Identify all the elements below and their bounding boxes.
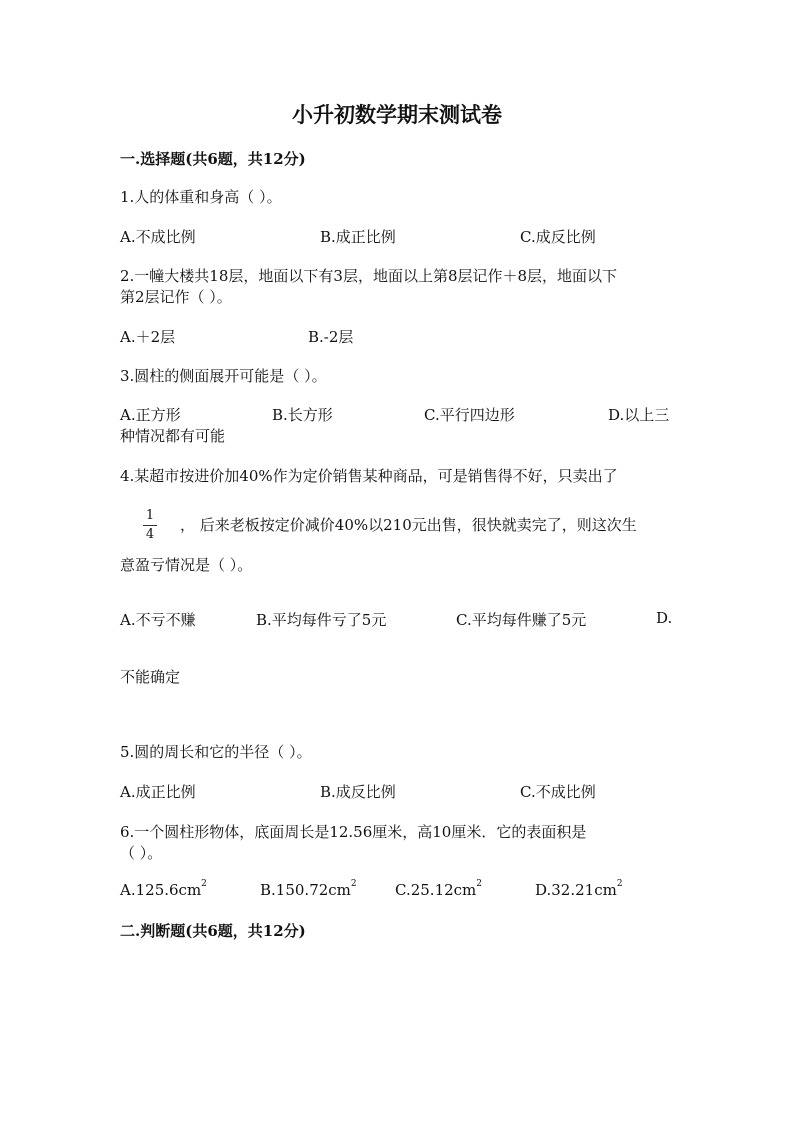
q2-option-b: B.-2层 bbox=[308, 328, 354, 346]
section-heading-choice: 一.选择题(共6题，共12分) bbox=[120, 150, 306, 168]
fraction-denominator: 4 bbox=[145, 527, 155, 542]
q1-option-c: C.成反比例 bbox=[520, 228, 596, 246]
question-2-line-2: 第2层记作（ ）。 bbox=[120, 288, 232, 306]
fraction-one-quarter bbox=[143, 508, 157, 543]
q6-option-b-text: B.150.72cm bbox=[260, 881, 351, 899]
question-6-line-2: （ ）。 bbox=[120, 844, 163, 862]
q4-option-d-text: 不能确定 bbox=[120, 668, 181, 686]
q5-option-a: A.成正比例 bbox=[120, 783, 196, 801]
q1-option-a: A.不成比例 bbox=[120, 228, 196, 246]
q3-option-d: D.以上三 bbox=[608, 406, 670, 424]
q5-option-c: C.不成比例 bbox=[520, 783, 596, 801]
superscript-squared: 2 bbox=[201, 879, 207, 889]
q3-option-b: B.长方形 bbox=[272, 406, 333, 424]
q1-option-b: B.成正比例 bbox=[320, 228, 396, 246]
q4-option-c: C.平均每件赚了5元 bbox=[456, 611, 587, 629]
q2-option-a: A.＋2层 bbox=[120, 328, 176, 346]
superscript-squared: 2 bbox=[476, 879, 483, 889]
q4-option-b: B.平均每件亏了5元 bbox=[256, 611, 387, 629]
section-heading-judgement: 二.判断题(共6题，共12分) bbox=[120, 922, 306, 940]
question-2-line-1: 2.一幢大楼共18层，地面以下有3层，地面以上第8层记作＋8层，地面以下 bbox=[120, 267, 618, 285]
q6-option-c-text: C.25.12cm bbox=[395, 881, 477, 899]
superscript-squared: 2 bbox=[350, 879, 357, 889]
q6-option-b bbox=[260, 881, 357, 899]
question-6-line-1: 6.一个圆柱形物体，底面周长是12.56厘米，高10厘米．它的表面积是 bbox=[120, 823, 587, 841]
fraction-bar bbox=[143, 525, 157, 526]
q4-option-a: A.不亏不赚 bbox=[120, 611, 196, 629]
q6-option-a-text: A.125.6cm bbox=[120, 881, 202, 899]
q6-option-d bbox=[535, 881, 623, 899]
page-title: 小升初数学期末测试卷 bbox=[292, 102, 502, 127]
q6-option-a bbox=[120, 881, 207, 899]
superscript-squared: 2 bbox=[616, 879, 623, 889]
question-3: 3.圆柱的侧面展开可能是（ ）。 bbox=[120, 367, 327, 385]
question-5: 5.圆的周长和它的半径（ ）。 bbox=[120, 743, 312, 761]
question-4-line-2: ， 后来老板按定价减价40%以210元出售，很快就卖完了，则这次生 bbox=[180, 516, 637, 534]
question-1: 1.人的体重和身高（ ）。 bbox=[120, 188, 282, 206]
question-4-line-3: 意盈亏情况是（ ）。 bbox=[120, 556, 253, 574]
q5-option-b: B.成反比例 bbox=[320, 783, 396, 801]
q6-option-c bbox=[395, 881, 482, 899]
q3-option-d-continued: 种情况都有可能 bbox=[120, 427, 226, 445]
q3-option-a: A.正方形 bbox=[120, 406, 181, 424]
q4-option-d-label: D. bbox=[656, 609, 673, 627]
fraction-numerator: 1 bbox=[145, 508, 155, 523]
q6-option-d-text: D.32.21cm bbox=[535, 881, 617, 899]
question-4-line-1: 4.某超市按进价加40%作为定价销售某种商品，可是销售得不好，只卖出了 bbox=[120, 467, 618, 485]
q3-option-c: C.平行四边形 bbox=[424, 406, 515, 424]
